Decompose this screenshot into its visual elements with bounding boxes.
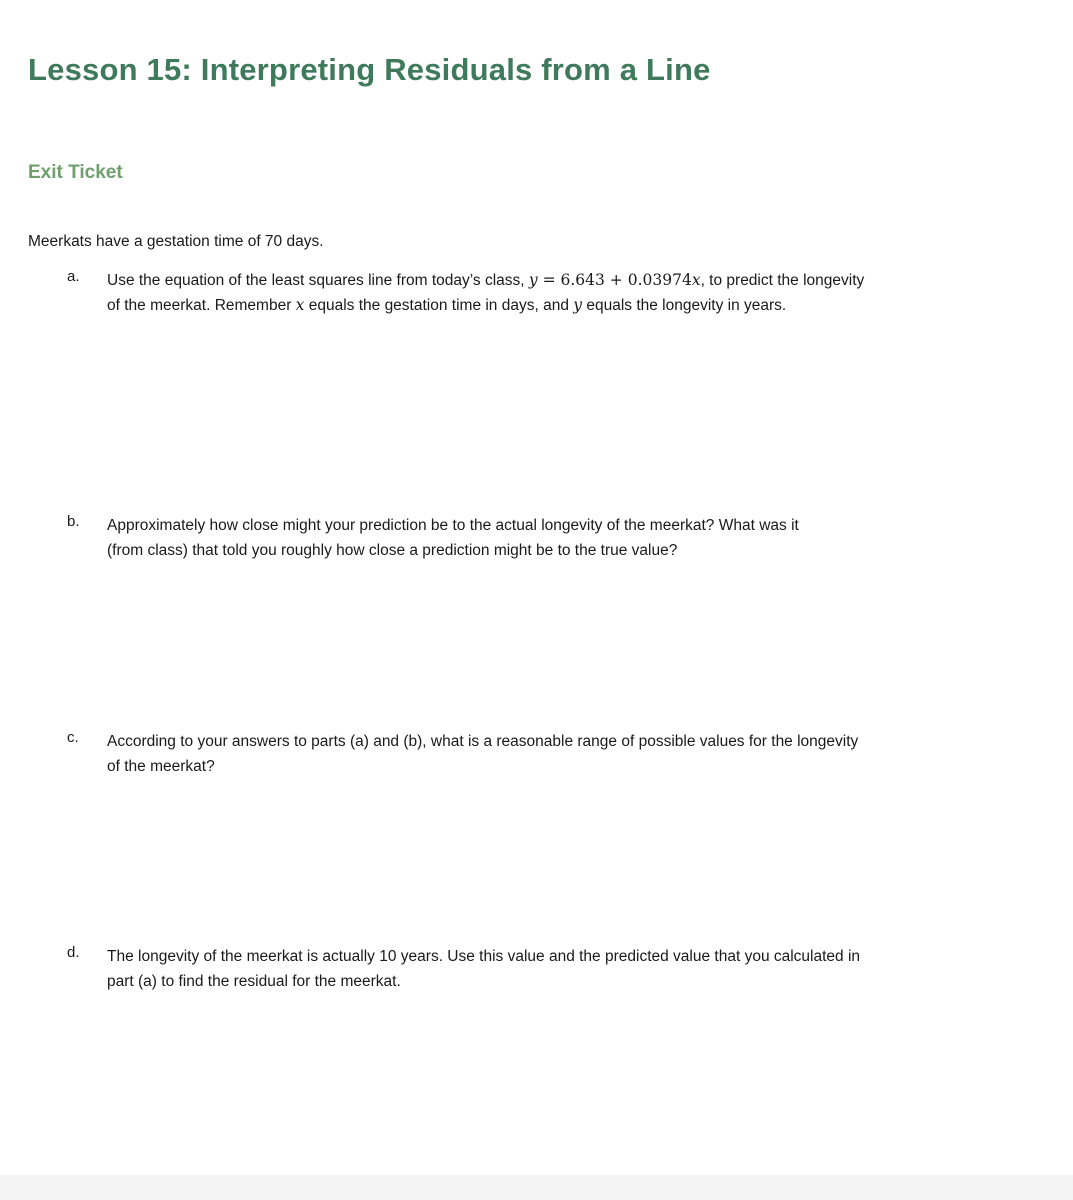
math-variable: y [573, 296, 583, 314]
question-line: (from class) that told you roughly how close a prediction might be to the true value? [107, 542, 678, 559]
text-segment: equals the gestation time in days, and [304, 297, 574, 314]
intro-text: Meerkats have a gestation time of 70 days. [28, 233, 324, 250]
page-bottom-edge [0, 1175, 1073, 1200]
text-segment: Use the equation of the least squares line from today’s class, [107, 272, 529, 289]
text-segment: of the meerkat. Remember [107, 297, 296, 314]
math-variable: x [691, 271, 701, 289]
question-letter: d. [67, 944, 80, 961]
question-line: Approximately how close might your prediction be to the actual longevity of the meerkat? What was it [107, 517, 799, 534]
question-line [107, 268, 1027, 293]
lesson-title: Lesson 15: Interpreting Residuals from a Line [28, 52, 711, 87]
question-text [107, 944, 1027, 994]
math-variable: y [528, 271, 538, 289]
question-line: According to your answers to parts (a) and (b), what is a reasonable range of possible values for the longevity [107, 733, 859, 750]
section-title: Exit Ticket [28, 162, 123, 183]
text-segment: equals the longevity in years. [582, 297, 787, 314]
question-line: The longevity of the meerkat is actually 10 years. Use this value and the predicted value that you calculated in [107, 948, 861, 965]
question-letter: c. [67, 729, 79, 746]
math-variable: x [295, 296, 305, 314]
question-letter: a. [67, 268, 80, 285]
math-expression: = 6.643 + 0.03974 [537, 271, 692, 289]
question-line: part (a) to find the residual for the meerkat. [107, 973, 401, 990]
text-segment: , to predict the longevity [700, 272, 865, 289]
question-text [107, 268, 1027, 318]
question-letter: b. [67, 513, 80, 530]
question-line: of the meerkat? [107, 758, 215, 775]
question-text [107, 729, 1027, 779]
question-line [107, 293, 1027, 318]
question-text [107, 513, 1027, 563]
